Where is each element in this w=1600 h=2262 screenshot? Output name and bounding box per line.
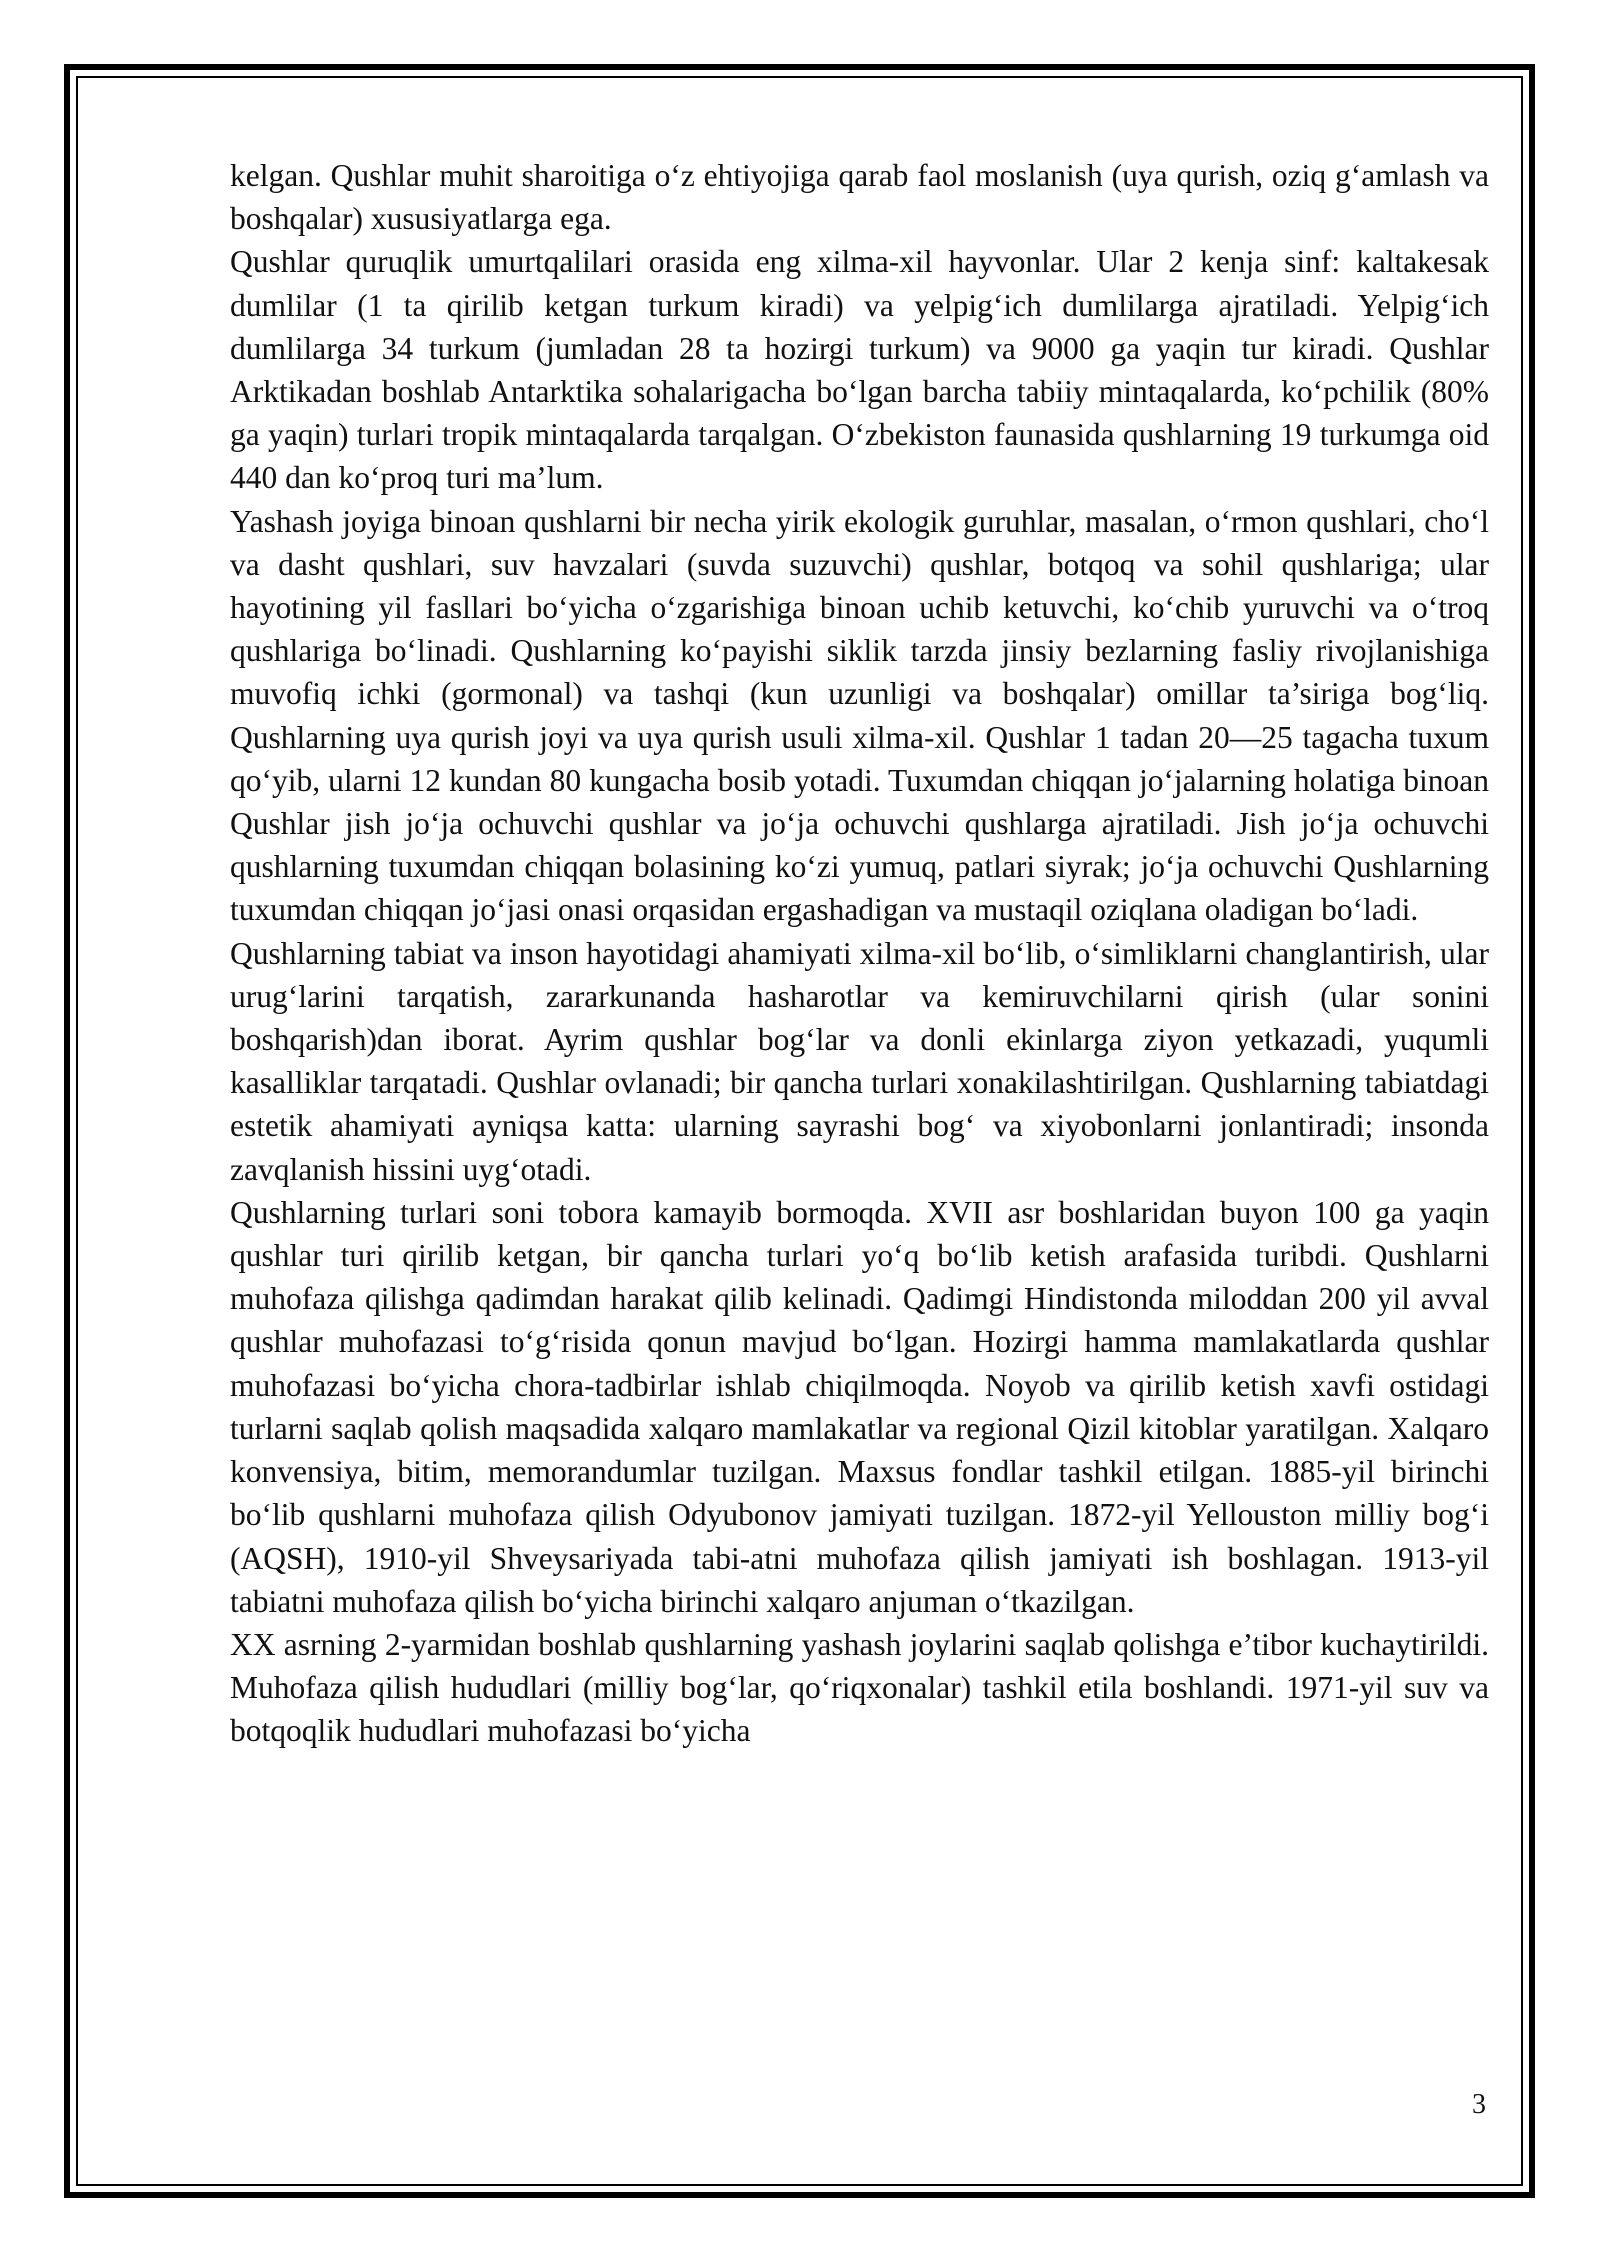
page-number: 3 bbox=[1472, 2089, 1486, 2120]
document-body bbox=[230, 154, 1489, 1753]
paragraph-3: Yashash joyiga binoan qushlarni bir necha yirik ekologik guruhlar, masalan, o‘rmon qushlari, cho‘l va dasht qushlari, suv havzalari (suvda suzuvchi) qushlar, botqoq va sohil qushlariga; ular hayotining yil fasllari bo‘yicha o‘zgarishiga binoan uchib ketuvchi, ko‘chib yuruvchi va o‘troq qushlariga bo‘linadi. Qushlarning ko‘payishi siklik tarzda jinsiy bezlarning fasliy rivojlanishiga muvofiq ichki (gormonal) va tashqi (kun uzunligi va boshqalar) omillar ta’siriga bog‘liq. Qushlarning uya qurish joyi va uya qurish usuli xilma-xil. Qushlar 1 tadan 20—25 tagacha tuxum qo‘yib, ularni 12 kundan 80 kungacha bosib yotadi. Tuxumdan chiqqan jo‘jalarning holatiga binoan Qushlar jish jo‘ja ochuvchi qushlar va jo‘ja ochuvchi qushlarga ajratiladi. Jish jo‘ja ochuvchi qushlarning tuxumdan chiqqan bolasining ko‘zi yumuq, patlari siyrak; jo‘ja ochuvchi Qushlarning tuxumdan chiqqan jo‘jasi onasi orqasidan ergashadigan va mustaqil oziqlana oladigan bo‘ladi. bbox=[230, 503, 1489, 928]
paragraph-4: Qushlarning tabiat va inson hayotidagi ahamiyati xilma-xil bo‘lib, o‘simliklarni changlantirish, ular urug‘larini tarqatish, zararkunanda hasharotlar va kemiruvchilarni qirish (ular sonini boshqarish)dan iborat. Ayrim qushlar bog‘lar va donli ekinlarga ziyon yetkazadi, yuqumli kasalliklar tarqatadi. Qushlar ovlanadi; bir qancha turlari xonakilashtirilgan. Qushlarning tabiatdagi estetik ahamiyati ayniqsa katta: ularning sayrashi bog‘ va xiyobonlarni jonlantiradi; insonda zavqlanish hissini uyg‘otadi. bbox=[230, 935, 1489, 1187]
paragraph-1: kelgan. Qushlar muhit sharoitiga o‘z ehtiyojiga qarab faol moslanish (uya qurish, oziq g‘amlash va boshqalar) xususiyatlarga ega. bbox=[230, 158, 1489, 237]
paragraph-6: XX asrning 2-yarmidan boshlab qushlarning yashash joylarini saqlab qolishga e’tibor kuchaytirildi. Muhofaza qilish hududlari (milliy bog‘lar, qo‘riqxonalar) tashkil etila boshlandi. 1971-yil suv va botqoqlik hududlari muhofazasi bo‘yicha bbox=[230, 1626, 1489, 1749]
paragraph-5: Qushlarning turlari soni tobora kamayib bormoqda. XVII asr boshlaridan buyon 100 ga yaqin qushlar turi qirilib ketgan, bir qancha turlari yo‘q bo‘lib ketish arafasida turibdi. Qushlarni muhofaza qilishga qadimdan harakat qilib kelinadi. Qadimgi Hindistonda miloddan 200 yil avval qushlar muhofazasi to‘g‘risida qonun mavjud bo‘lgan. Hozirgi hamma mamlakatlarda qushlar muhofazasi bo‘yicha chora-tadbirlar ishlab chiqilmoqda. Noyob va qirilib ketish xavfi ostidagi turlarni saqlab qolish maqsadida xalqaro mamlakatlar va regional Qizil kitoblar yaratilgan. Xalqaro konvensiya, bitim, memorandumlar tuzilgan. Maxsus fondlar tashkil etilgan. 1885-yil birinchi bo‘lib qushlarni muhofaza qilish Odyubonov jamiyati tuzilgan. 1872-yil Yellouston milliy bog‘i (AQSH), 1910-yil Shveysariyada tabi-atni muhofaza qilish jamiyati ish boshlagan. 1913-yil tabiatni muhofaza qilish bo‘yicha birinchi xalqaro anjuman o‘tkazilgan. bbox=[230, 1194, 1489, 1619]
paragraph-2: Qushlar quruqlik umurtqalilari orasida eng xilma-xil hayvonlar. Ular 2 kenja sinf: kaltakesak dumlilar (1 ta qirilib ketgan turkum kiradi) va yelpig‘ich dumlilarga ajratiladi. Yelpig‘ich dumlilarga 34 turkum (jumladan 28 ta hozirgi turkum) va 9000 ga yaqin tur kiradi. Qushlar Arktikadan boshlab Antarktika sohalarigacha bo‘lgan barcha tabiiy mintaqalarda, ko‘pchilik (80% ga yaqin) turlari tropik mintaqalarda tarqalgan. O‘zbekiston faunasida qushlarning 19 turkumga oid 440 dan ko‘proq turi ma’lum. bbox=[230, 244, 1489, 496]
